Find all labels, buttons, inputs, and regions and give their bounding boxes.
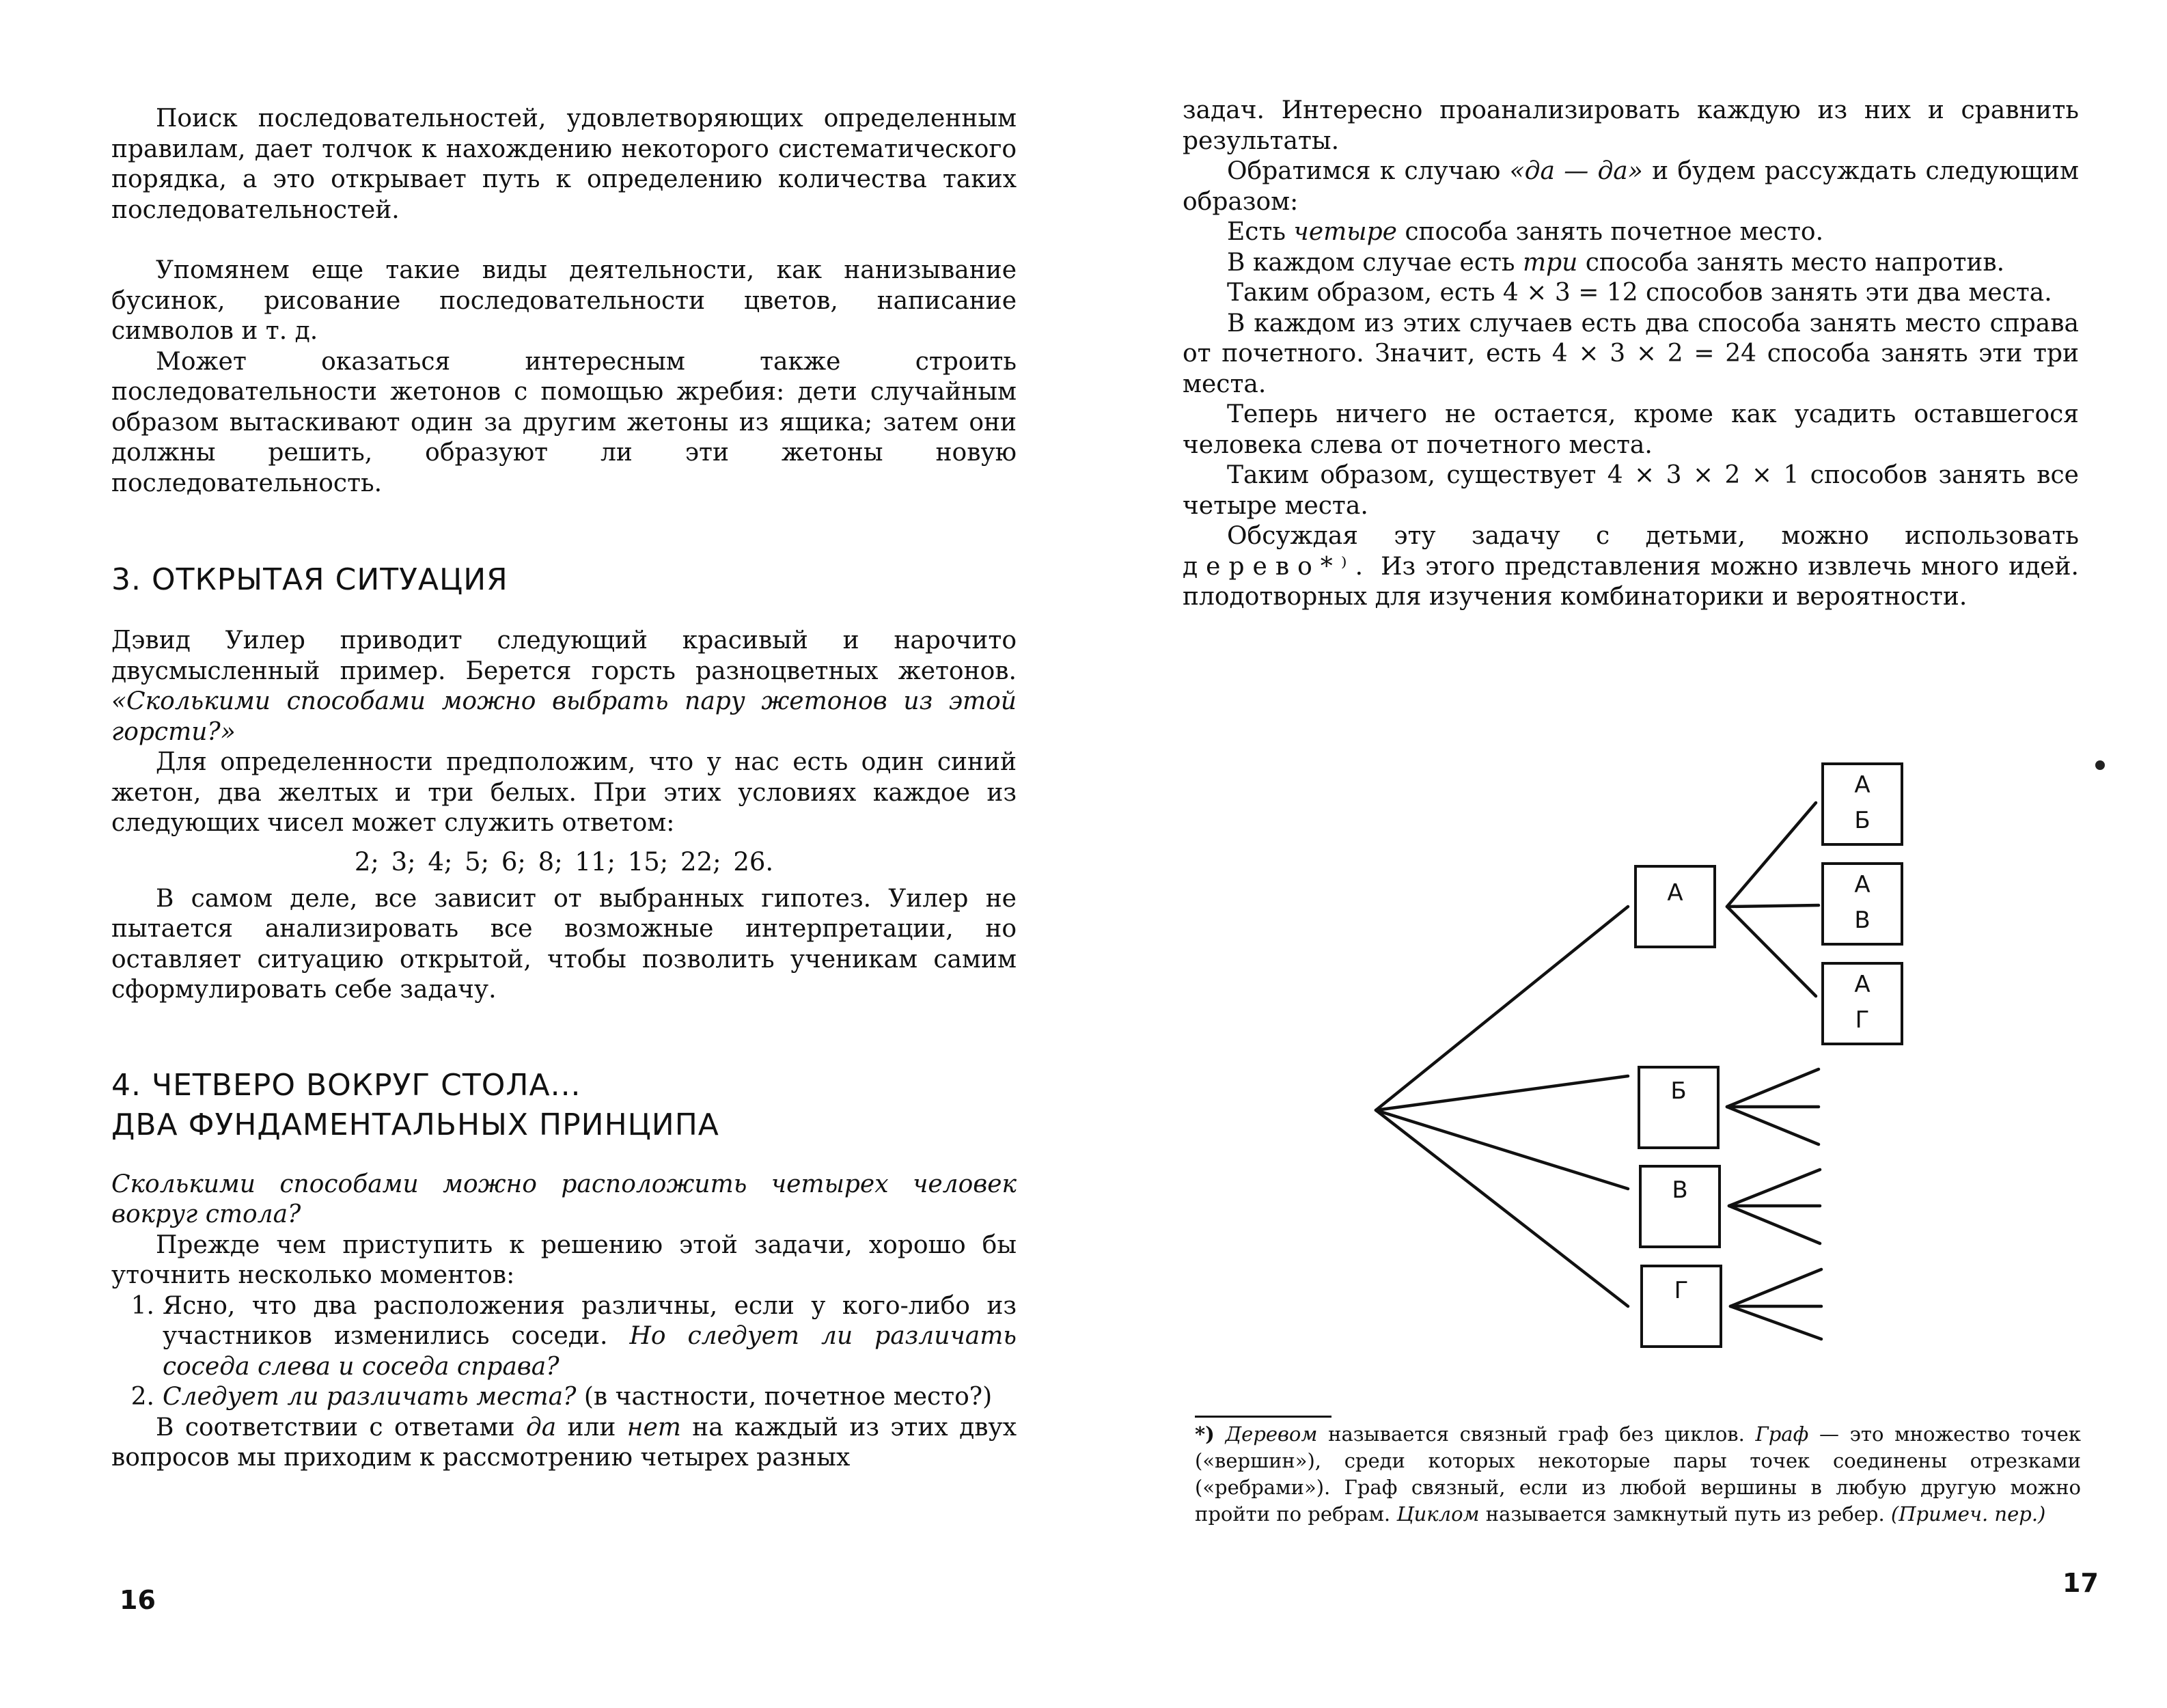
four-problems-net: нет	[626, 1413, 681, 1442]
section-3-title: 3. ОТКРЫТАЯ СИТУАЦИЯ	[111, 562, 508, 597]
three-ways-three: три	[1522, 248, 1578, 277]
tree-node-b-label: Б	[1670, 1077, 1687, 1105]
three-ways-text-b: способа занять место напротив.	[1585, 248, 2005, 277]
paragraph-activities: Упомянем еще такие виды деятельности, как нанизывание бусинок, рисование последовательности цветов, написание символов и т. д.	[111, 256, 1017, 345]
footnote-term-cycle: Циклом	[1396, 1502, 1480, 1526]
tree-stub-c-1	[1729, 1170, 1820, 1206]
footnote-term-tree: Деревом	[1225, 1422, 1318, 1446]
footnote-term-graph: Граф	[1755, 1422, 1809, 1446]
tree-node-av-top: А	[1854, 871, 1871, 898]
four-problems-or: или	[567, 1413, 616, 1442]
yes-yes-case: «да — да»	[1509, 157, 1643, 185]
tree-node-ag-top: А	[1854, 971, 1871, 998]
tree-node-av-bottom: В	[1854, 907, 1871, 934]
tree-node-d	[1642, 1266, 1721, 1347]
list-item-2	[111, 1382, 1017, 1413]
paragraph-assume: Для определенности предположим, что у нас есть один синий жетон, два желтых и три белых. При этих условиях каждое из следующих чисел может служить ответом:	[111, 748, 1017, 837]
tree-node-ab-bottom: Б	[1854, 807, 1871, 834]
tree-stubs-b	[1727, 1069, 1819, 1144]
tree-node-a	[1635, 866, 1715, 947]
tree-text-b: Из этого представления можно извлечь много идей. плодотворных для изучения комбинаторики и вероятности.	[1183, 552, 2079, 611]
paragraph-hypotheses: В самом деле, все зависит от выбранных гипотез. Уилер не пытается анализировать все возможные интерпретации, но оставляет ситуацию открытой, чтобы позволить ученикам самим сформулировать себе задачу.	[111, 884, 1017, 1004]
paragraph-clarify: Прежде чем приступить к решению этой задачи, хорошо бы уточнить несколько моментов:	[111, 1230, 1017, 1289]
tree-stub-c-3	[1729, 1206, 1820, 1243]
footnote-text-1: называется связный граф без циклов.	[1328, 1422, 1745, 1446]
tree-node-d-label: Г	[1674, 1277, 1689, 1304]
four-problems-da: да	[525, 1413, 557, 1442]
paragraph-sequences: Поиск последовательностей, удовлетворяющих определенным правилам, дает толчок к нахождению некоторого систематического порядка, а это открывает путь к определению количества таких последовательностей.	[111, 105, 1017, 224]
left-page-text	[111, 104, 1017, 1474]
list-item-1-text	[163, 1291, 1017, 1383]
footnote-text-2: — это множество точек («вершин»), среди которых некоторые пары точек соединены отрезками («ребрами»). Граф связный, если из любой вершины в любую другую можно пройти по ребрам.	[1195, 1422, 2082, 1526]
tree-term: дерево*⁾.	[1183, 552, 1372, 581]
tree-stub-b-3	[1727, 1107, 1819, 1144]
tree-edge-a-1	[1727, 803, 1816, 907]
four-problems-text-a: В соответствии с ответами	[156, 1413, 515, 1442]
tree-node-a-label: А	[1667, 879, 1683, 907]
page-number-left: 16	[120, 1585, 156, 1615]
footnote-translator-note: (Примеч. пер.)	[1890, 1502, 2046, 1526]
paragraph-four-problems	[111, 1413, 1017, 1474]
tree-edge-a-2	[1727, 905, 1819, 907]
ink-dot	[2095, 760, 2105, 770]
tree-stub-d-3	[1730, 1306, 1821, 1339]
tree-node-a-box	[1635, 866, 1715, 947]
paragraph-continue: задач. Интересно проанализировать каждую из них и сравнить результаты.	[1183, 96, 2079, 155]
section-4-title-line1: 4. ЧЕТВЕРО ВОКРУГ СТОЛА...	[111, 1067, 581, 1103]
footnote-text	[1195, 1421, 2081, 1528]
tree-node-ab-top: А	[1854, 771, 1871, 799]
section-4-title-line2: ДВА ФУНДАМЕНТАЛЬНЫХ ПРИНЦИПА	[111, 1107, 719, 1142]
wheeler-text: Дэвид Уилер приводит следующий красивый и нарочито двусмысленный пример. Берется горсть разноцветных жетонов.	[111, 626, 1017, 685]
paragraph-remaining: Теперь ничего не остается, кроме как усадить оставшегося человека слева от почетного места.	[1183, 400, 2079, 459]
tree-node-ab	[1823, 764, 1902, 844]
tree-node-c-label: В	[1672, 1176, 1688, 1204]
wheeler-question: «Сколькими способами можно выбрать пару жетонов из этой горсти?»	[111, 687, 1017, 746]
list-item-1-plain: Ясно, что два расположения различны, если у кого-либо из участников изменились соседи.	[163, 1291, 1017, 1350]
paragraph-wheeler	[111, 626, 1017, 747]
tree-stubs-d	[1730, 1269, 1821, 1339]
right-page	[1084, 0, 2167, 1708]
list-item-2-plain: (в частности, почетное место?)	[583, 1383, 993, 1411]
four-ways-four: четыре	[1293, 218, 1397, 246]
yes-yes-text-b: и будем рассуждать следующим образом:	[1183, 157, 2080, 216]
list-item-2-italic: Следует ли различать места?	[163, 1383, 577, 1411]
question-four-people-text: Сколькими способами можно расположить четырех человек вокруг стола?	[111, 1170, 1017, 1228]
tree-stub-b-1	[1727, 1069, 1819, 1107]
tree-edge-a-3	[1727, 907, 1816, 996]
page-number-right: 17	[2062, 1568, 2099, 1598]
list-item-1-italic: Но следует ли различать соседа слева и соседа справа?	[163, 1322, 1017, 1381]
tree-diagram	[1084, 0, 2167, 1435]
list-item-2-number: 2.	[130, 1383, 154, 1411]
question-four-people	[111, 1170, 1017, 1230]
list-item-1	[111, 1291, 1017, 1383]
tree-node-ag-bottom: Г	[1855, 1006, 1870, 1034]
tree-edge-root-d	[1376, 1110, 1628, 1306]
answer-numbers: 2; 3; 4; 5; 6; 8; 11; 15; 22; 26.	[354, 846, 774, 877]
tree-edge-root-c	[1376, 1110, 1628, 1189]
tree-stubs-c	[1729, 1170, 1820, 1243]
paragraph-twelve: Таким образом, есть 4 × 3 = 12 способов занять эти два места.	[1227, 279, 2052, 307]
tree-node-av	[1823, 864, 1902, 944]
tree-node-ag	[1823, 963, 1902, 1044]
tree-node-b	[1639, 1067, 1718, 1148]
paragraph-twenty-four: В каждом из этих случаев есть два способа занять место справа от почетного. Значит, есть 4 × 3 × 2 = 24 способа занять эти три места.	[1183, 309, 2079, 398]
yes-yes-text-a: Обратимся к случаю	[1227, 157, 1501, 185]
four-problems-text-b: на каждый из этих двух вопросов мы приходим к рассмотрению четырех разных	[111, 1413, 1017, 1472]
footnote-text-3: называется замкнутый путь из ребер.	[1485, 1502, 1885, 1526]
list-item-2-text	[163, 1382, 1017, 1413]
four-ways-text-b: способа занять почетное место.	[1405, 218, 1824, 246]
tree-stub-d-1	[1730, 1269, 1821, 1306]
list-item-1-number: 1.	[130, 1291, 154, 1320]
footnote-rule	[1195, 1416, 1331, 1418]
paragraph-all-four: Таким образом, существует 4 × 3 × 2 × 1 способов занять все четыре места.	[1183, 461, 2079, 520]
paragraph-random-tokens: Может оказаться интересным также строить последовательности жетонов с помощью жребия: дети случайным образом вытаскивают один за другим жетоны из ящика; затем они должны решить, образуют ли эти жетоны новую последовательность.	[111, 347, 1017, 497]
four-ways-text-a: Есть	[1227, 218, 1286, 246]
three-ways-text-a: В каждом случае есть	[1227, 248, 1515, 277]
tree-text-a: Обсуждая эту задачу с детьми, можно использовать	[1227, 522, 2079, 550]
footnote	[1195, 1421, 2081, 1528]
tree-node-c	[1640, 1166, 1720, 1247]
footnote-mark: *)	[1195, 1422, 1215, 1446]
